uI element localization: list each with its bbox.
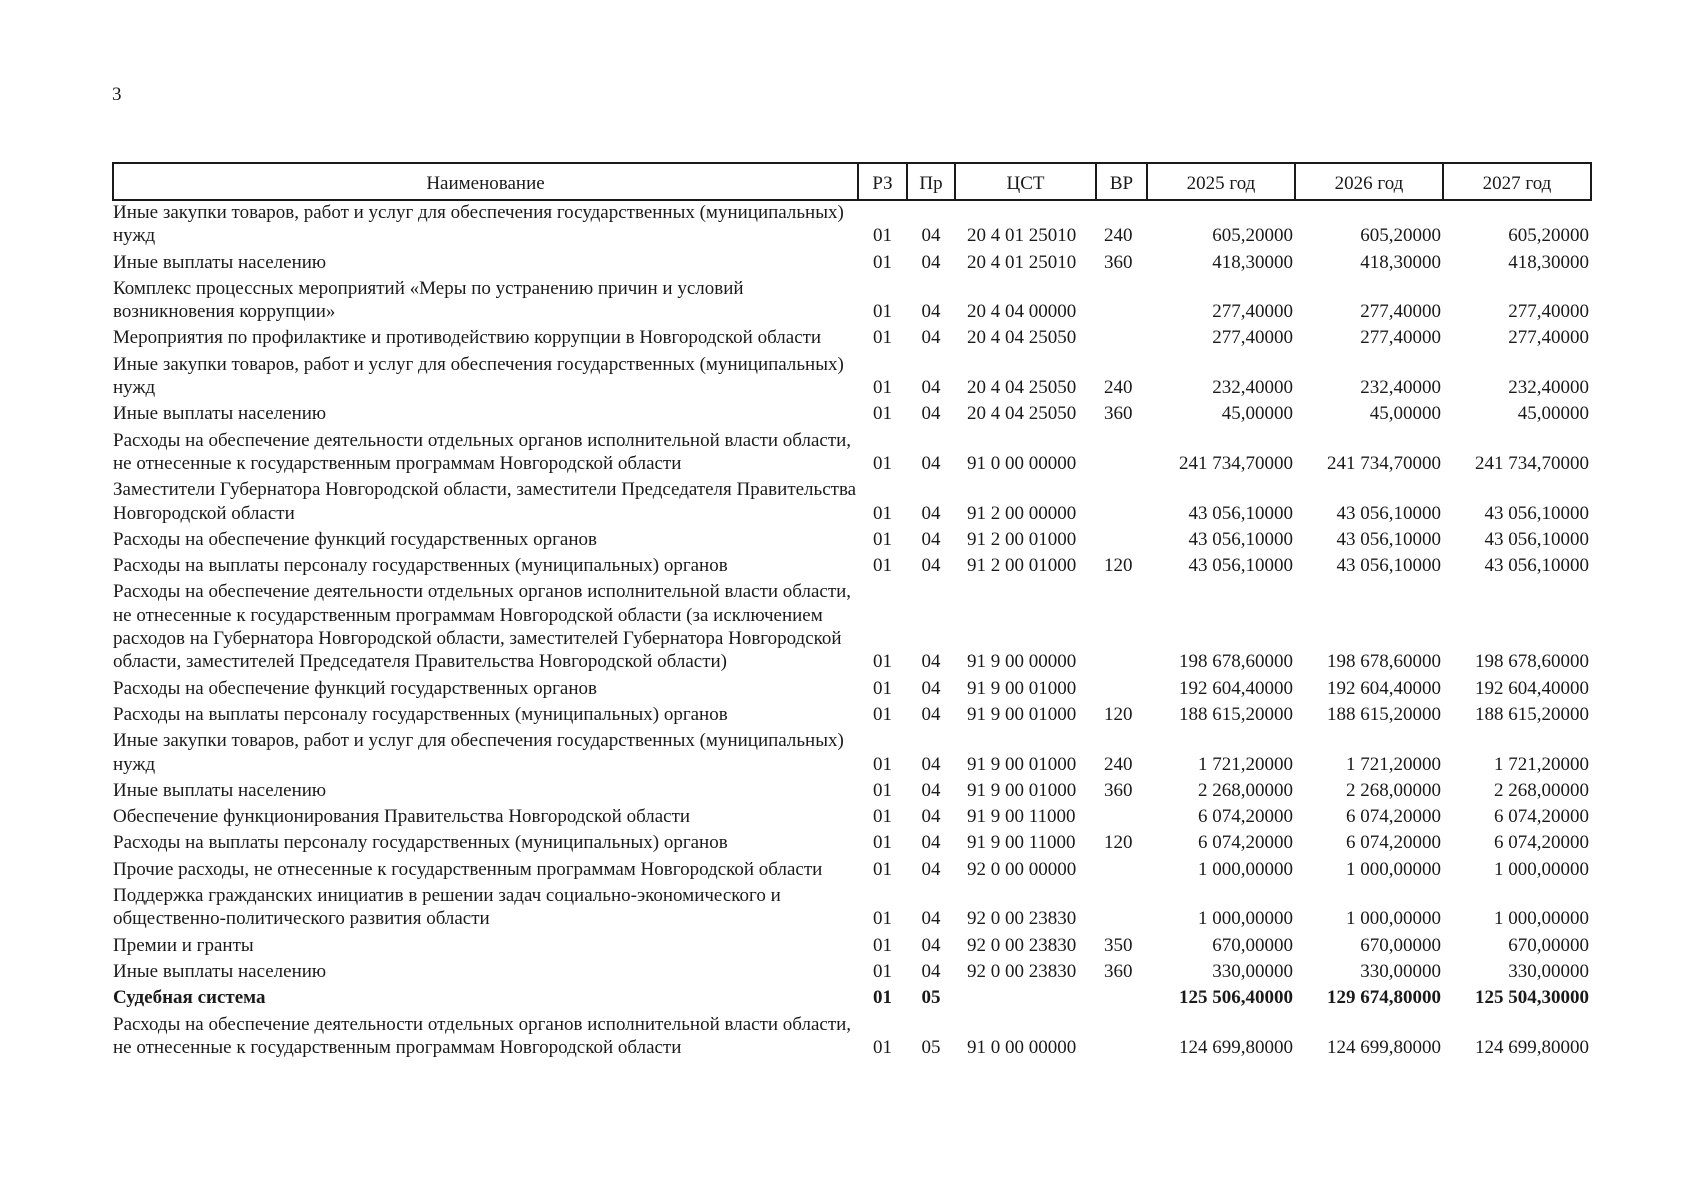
- cell-cst: 92 0 00 23830: [967, 934, 1077, 956]
- cell-name: Иные выплаты населению: [113, 403, 327, 425]
- cell-2027: 1 000,00000: [1494, 858, 1589, 880]
- cell-2026: 605,20000: [1360, 225, 1441, 247]
- cell-pr: 04: [921, 502, 941, 524]
- cell-pr: 04: [921, 858, 941, 880]
- cell-name: Расходы на выплаты персоналу государственных (муниципальных) органов: [113, 703, 728, 725]
- cell-2026: 241 734,70000: [1327, 452, 1441, 474]
- cell-vr: [1096, 426, 1147, 476]
- cell-rz: 01: [873, 779, 892, 801]
- cell-pr: 04: [921, 779, 941, 801]
- table-row: [113, 726, 1591, 776]
- cell-2026: 277,40000: [1360, 327, 1441, 349]
- cell-cst: 20 4 04 00000: [967, 301, 1077, 323]
- cell-rz: 01: [873, 960, 892, 982]
- table-row: [113, 957, 1591, 983]
- cell-2027: 1 721,20000: [1494, 753, 1589, 775]
- cell-cst: 91 0 00 00000: [967, 1036, 1077, 1058]
- cell-2026: 198 678,60000: [1327, 651, 1441, 673]
- cell-vr: [1096, 1010, 1147, 1060]
- cell-pr: 04: [921, 753, 941, 775]
- cell-2025: 125 506,40000: [1179, 987, 1293, 1009]
- cell-rz: 01: [873, 806, 892, 828]
- cell-2026: 124 699,80000: [1327, 1036, 1441, 1058]
- cell-pr: 04: [921, 832, 941, 854]
- cell-2026: 277,40000: [1360, 301, 1441, 323]
- cell-2026: 192 604,40000: [1327, 677, 1441, 699]
- table-row: [113, 674, 1591, 700]
- table-body: [113, 200, 1591, 1059]
- table-row: [113, 700, 1591, 726]
- cell-vr: [1096, 855, 1147, 881]
- cell-2027: 45,00000: [1517, 403, 1589, 425]
- table-row: [113, 248, 1591, 274]
- cell-vr: [1096, 577, 1147, 673]
- cell-cst: 91 9 00 00000: [967, 651, 1077, 673]
- cell-rz: 01: [873, 934, 892, 956]
- cell-2026: 2 268,00000: [1346, 779, 1441, 801]
- table-row: [113, 200, 1591, 248]
- cell-pr: 04: [921, 806, 941, 828]
- table-row: [113, 881, 1591, 931]
- cell-cst: 91 9 00 01000: [967, 779, 1077, 801]
- cell-vr: 120: [1104, 703, 1133, 725]
- cell-2025: 670,00000: [1212, 934, 1293, 956]
- cell-vr: [1096, 674, 1147, 700]
- cell-pr: 04: [921, 251, 941, 273]
- header-2027: 2027 год: [1443, 163, 1591, 200]
- cell-vr: 360: [1104, 403, 1133, 425]
- table-row: [113, 776, 1591, 802]
- cell-2027: 277,40000: [1508, 327, 1589, 349]
- cell-2027: 43 056,10000: [1484, 528, 1589, 550]
- cell-2025: 6 074,20000: [1198, 806, 1293, 828]
- cell-2026: 1 721,20000: [1346, 753, 1441, 775]
- cell-vr: 350: [1104, 934, 1133, 956]
- table-row: [113, 931, 1591, 957]
- cell-vr: [1096, 274, 1147, 324]
- cell-2025: 277,40000: [1212, 301, 1293, 323]
- cell-name: Расходы на обеспечение деятельности отдельных органов исполнительной власти области, не отнесенные к государственным программам Новгородской области: [113, 1013, 852, 1058]
- cell-cst: 92 0 00 23830: [967, 960, 1077, 982]
- cell-vr: 360: [1104, 960, 1133, 982]
- cell-rz: 01: [873, 301, 892, 323]
- cell-2027: 6 074,20000: [1494, 832, 1589, 854]
- cell-2025: 192 604,40000: [1179, 677, 1293, 699]
- table-row: [113, 426, 1591, 476]
- table-row: [113, 828, 1591, 854]
- table-row: [113, 274, 1591, 324]
- table-row: [113, 525, 1591, 551]
- cell-2026: 43 056,10000: [1336, 555, 1441, 577]
- cell-2026: 43 056,10000: [1336, 528, 1441, 550]
- cell-2025: 605,20000: [1212, 225, 1293, 247]
- cell-2025: 43 056,10000: [1188, 555, 1293, 577]
- cell-2027: 277,40000: [1508, 301, 1589, 323]
- cell-rz: 01: [873, 327, 892, 349]
- cell-pr: 04: [921, 908, 941, 930]
- cell-name: Мероприятия по профилактике и противодействию коррупции в Новгородской области: [113, 327, 822, 349]
- cell-vr: 360: [1104, 251, 1133, 273]
- cell-rz: 01: [873, 753, 892, 775]
- cell-name: Прочие расходы, не отнесенные к государственным программам Новгородской области: [113, 858, 823, 880]
- cell-cst: 91 2 00 01000: [967, 528, 1077, 550]
- cell-2025: 1 721,20000: [1198, 753, 1293, 775]
- cell-vr: [1096, 983, 1147, 1009]
- header-pr: Пр: [907, 163, 955, 200]
- cell-vr: [1096, 475, 1147, 525]
- cell-pr: 04: [921, 327, 941, 349]
- cell-vr: [1096, 802, 1147, 828]
- cell-pr: 04: [921, 960, 941, 982]
- cell-vr: 360: [1104, 779, 1133, 801]
- table-row: [113, 475, 1591, 525]
- cell-rz: 01: [873, 502, 892, 524]
- cell-cst: 91 2 00 00000: [967, 502, 1077, 524]
- table-row: [113, 399, 1591, 425]
- cell-pr: 04: [921, 651, 941, 673]
- cell-pr: 05: [921, 1036, 941, 1058]
- cell-2026: 232,40000: [1360, 377, 1441, 399]
- cell-2025: 2 268,00000: [1198, 779, 1293, 801]
- cell-rz: 01: [873, 555, 892, 577]
- cell-rz: 01: [873, 703, 892, 725]
- cell-rz: 01: [873, 832, 892, 854]
- cell-2027: 43 056,10000: [1484, 555, 1589, 577]
- cell-2025: 330,00000: [1212, 960, 1293, 982]
- cell-vr: 120: [1104, 832, 1133, 854]
- header-vr: ВР: [1096, 163, 1147, 200]
- cell-2025: 277,40000: [1212, 327, 1293, 349]
- cell-cst: 92 0 00 23830: [967, 908, 1077, 930]
- cell-rz: 01: [873, 377, 892, 399]
- cell-2025: 1 000,00000: [1198, 858, 1293, 880]
- table-row: [113, 551, 1591, 577]
- cell-2025: 418,30000: [1212, 251, 1293, 273]
- cell-cst: 91 9 00 01000: [967, 677, 1077, 699]
- cell-cst: 91 9 00 01000: [967, 753, 1077, 775]
- cell-rz: 01: [873, 908, 892, 930]
- cell-vr: [1096, 323, 1147, 349]
- cell-2026: 330,00000: [1360, 960, 1441, 982]
- cell-name: Иные выплаты населению: [113, 779, 327, 801]
- cell-name: Поддержка гражданских инициатив в решении задач социально-экономического и общественно-политического развития области: [113, 885, 781, 930]
- cell-2025: 45,00000: [1221, 403, 1293, 425]
- cell-2027: 330,00000: [1508, 960, 1589, 982]
- cell-2026: 418,30000: [1360, 251, 1441, 273]
- page-number: 3: [112, 84, 122, 105]
- cell-vr: [1096, 525, 1147, 551]
- cell-name: Иные выплаты населению: [113, 251, 327, 273]
- cell-name: Комплекс процессных мероприятий «Меры по устранению причин и условий возникновения коррупции»: [113, 277, 744, 323]
- cell-2026: 129 674,80000: [1327, 987, 1441, 1009]
- cell-cst: 20 4 04 25050: [967, 403, 1077, 425]
- cell-2025: 198 678,60000: [1179, 651, 1293, 673]
- cell-2025: 43 056,10000: [1188, 502, 1293, 524]
- cell-2026: 6 074,20000: [1346, 806, 1441, 828]
- cell-pr: 04: [921, 528, 941, 550]
- table-row: [113, 983, 1591, 1009]
- cell-rz: 01: [873, 987, 892, 1009]
- cell-cst: 20 4 04 25050: [967, 327, 1077, 349]
- table-row: [113, 350, 1591, 400]
- header-2026: 2026 год: [1295, 163, 1443, 200]
- cell-cst: 91 0 00 00000: [967, 452, 1077, 474]
- cell-2025: 124 699,80000: [1179, 1036, 1293, 1058]
- cell-2027: 241 734,70000: [1475, 452, 1589, 474]
- cell-rz: 01: [873, 677, 892, 699]
- cell-name: Иные закупки товаров, работ и услуг для обеспечения государственных (муниципальных) нужд: [113, 353, 844, 399]
- table-row: [113, 855, 1591, 881]
- cell-cst: 20 4 01 25010: [967, 225, 1077, 247]
- cell-2027: 605,20000: [1508, 225, 1589, 247]
- cell-pr: 04: [921, 403, 941, 425]
- cell-2027: 192 604,40000: [1475, 677, 1589, 699]
- cell-name: Расходы на обеспечение функций государственных органов: [113, 677, 597, 699]
- header-name: Наименование: [113, 163, 858, 200]
- cell-vr: [1096, 881, 1147, 931]
- cell-vr: 240: [1104, 225, 1133, 247]
- cell-name: Иные закупки товаров, работ и услуг для обеспечения государственных (муниципальных) нужд: [113, 730, 844, 775]
- table-row: [113, 802, 1591, 828]
- cell-2027: 6 074,20000: [1494, 806, 1589, 828]
- cell-vr: 240: [1104, 377, 1133, 399]
- cell-2025: 43 056,10000: [1188, 528, 1293, 550]
- cell-cst: 20 4 04 25050: [967, 377, 1077, 399]
- cell-2027: 418,30000: [1508, 251, 1589, 273]
- cell-cst: 91 9 00 01000: [967, 703, 1077, 725]
- cell-2027: 2 268,00000: [1494, 779, 1589, 801]
- cell-rz: 01: [873, 1036, 892, 1058]
- cell-name: Судебная система: [113, 987, 266, 1009]
- cell-pr: 04: [921, 225, 941, 247]
- cell-pr: 04: [921, 703, 941, 725]
- cell-2027: 43 056,10000: [1484, 502, 1589, 524]
- cell-rz: 01: [873, 225, 892, 247]
- cell-name: Иные закупки товаров, работ и услуг для обеспечения государственных (муниципальных) нужд: [113, 202, 844, 247]
- header-2025: 2025 год: [1147, 163, 1295, 200]
- cell-name: Расходы на обеспечение деятельности отдельных органов исполнительной власти области, не отнесенные к государственным программам Новгородской области: [113, 429, 852, 474]
- cell-2026: 670,00000: [1360, 934, 1441, 956]
- cell-2026: 188 615,20000: [1327, 703, 1441, 725]
- cell-rz: 01: [873, 452, 892, 474]
- cell-2026: 1 000,00000: [1346, 858, 1441, 880]
- table-header: [113, 163, 1591, 200]
- cell-vr: 120: [1104, 555, 1133, 577]
- cell-name: Иные выплаты населению: [113, 960, 327, 982]
- cell-rz: 01: [873, 251, 892, 273]
- cell-2026: 45,00000: [1369, 403, 1441, 425]
- cell-2027: 125 504,30000: [1475, 987, 1589, 1009]
- cell-name: Расходы на обеспечение функций государственных органов: [113, 528, 597, 550]
- cell-name: Расходы на выплаты персоналу государственных (муниципальных) органов: [113, 832, 728, 854]
- cell-pr: 04: [921, 301, 941, 323]
- cell-name: Расходы на выплаты персоналу государственных (муниципальных) органов: [113, 555, 728, 577]
- cell-cst: 91 2 00 01000: [967, 555, 1077, 577]
- cell-rz: 01: [873, 528, 892, 550]
- cell-2027: 232,40000: [1508, 377, 1589, 399]
- cell-2026: 6 074,20000: [1346, 832, 1441, 854]
- cell-2026: 1 000,00000: [1346, 908, 1441, 930]
- table-row: [113, 323, 1591, 349]
- cell-name: Обеспечение функционирования Правительства Новгородской области: [113, 806, 691, 828]
- cell-rz: 01: [873, 403, 892, 425]
- cell-2027: 1 000,00000: [1494, 908, 1589, 930]
- cell-2027: 670,00000: [1508, 934, 1589, 956]
- cell-cst: 91 9 00 11000: [967, 806, 1076, 828]
- cell-2025: 232,40000: [1212, 377, 1293, 399]
- header-cst: ЦСТ: [955, 163, 1096, 200]
- cell-pr: 05: [921, 987, 941, 1009]
- cell-2027: 124 699,80000: [1475, 1036, 1589, 1058]
- cell-pr: 04: [921, 934, 941, 956]
- cell-name: Заместители Губернатора Новгородской области, заместители Председателя Правительства Новгородской области: [113, 479, 857, 524]
- cell-2026: 43 056,10000: [1336, 502, 1441, 524]
- cell-vr: 240: [1104, 753, 1133, 775]
- cell-2025: 188 615,20000: [1179, 703, 1293, 725]
- cell-name: Премии и гранты: [113, 934, 254, 956]
- cell-rz: 01: [873, 651, 892, 673]
- table-row: [113, 577, 1591, 673]
- cell-pr: 04: [921, 452, 941, 474]
- cell-2027: 188 615,20000: [1475, 703, 1589, 725]
- cell-pr: 04: [921, 377, 941, 399]
- cell-cst: 20 4 01 25010: [967, 251, 1077, 273]
- cell-pr: 04: [921, 555, 941, 577]
- cell-2025: 6 074,20000: [1198, 832, 1293, 854]
- table-row: [113, 1010, 1591, 1060]
- cell-cst: 92 0 00 00000: [967, 858, 1077, 880]
- cell-pr: 04: [921, 677, 941, 699]
- cell-2025: 241 734,70000: [1179, 452, 1293, 474]
- cell-cst: [955, 983, 1096, 1009]
- cell-2027: 198 678,60000: [1475, 651, 1589, 673]
- cell-name: Расходы на обеспечение деятельности отдельных органов исполнительной власти области, не отнесенные к государственным программам Новгородской области (за исключением расходов на Губернатора Новгородской области, заместителей Губернатора Новгородской области, заместителей Председателя Правительства Новгородской области): [113, 581, 852, 673]
- cell-rz: 01: [873, 858, 892, 880]
- budget-table: [112, 162, 1592, 1059]
- cell-cst: 91 9 00 11000: [967, 832, 1076, 854]
- header-rz: РЗ: [858, 163, 907, 200]
- cell-2025: 1 000,00000: [1198, 908, 1293, 930]
